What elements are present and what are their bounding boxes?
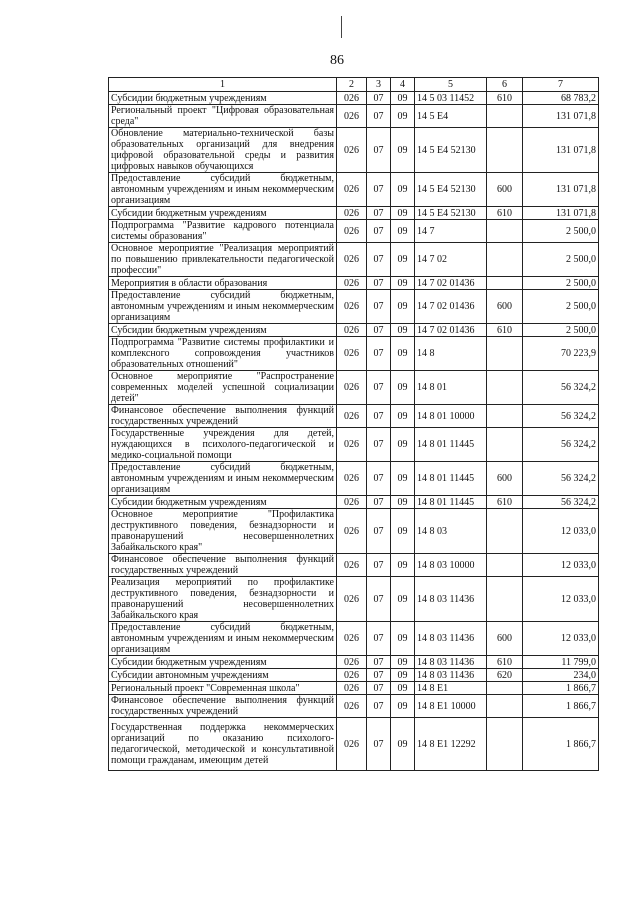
row-expense-type: 610	[487, 324, 523, 337]
row-name: Предоставление субсидий бюджетным, автономным учреждениям и иным некоммерческим организациям	[109, 290, 337, 324]
row-target-article: 14 8 Е1 12292	[415, 718, 487, 771]
row-target-article: 14 8	[415, 337, 487, 371]
row-target-article: 14 8 03 11436	[415, 656, 487, 669]
row-target-article: 14 8 03 11436	[415, 577, 487, 622]
row-amount: 131 071,8	[523, 173, 599, 207]
row-expense-type	[487, 682, 523, 695]
row-subsection-code: 09	[391, 173, 415, 207]
row-section-code: 07	[367, 682, 391, 695]
header-col-3: 3	[367, 78, 391, 92]
row-ved-code: 026	[337, 695, 367, 718]
row-target-article: 14 7 02	[415, 243, 487, 277]
row-ved-code: 026	[337, 371, 367, 405]
header-col-7: 7	[523, 78, 599, 92]
row-expense-type	[487, 243, 523, 277]
table-row	[109, 496, 599, 509]
row-amount: 12 033,0	[523, 509, 599, 554]
row-target-article: 14 5 03 11452	[415, 92, 487, 105]
row-name: Субсидии бюджетным учреждениям	[109, 207, 337, 220]
row-name: Основное мероприятие "Распространение современных моделей успешной социализации детей"	[109, 371, 337, 405]
row-expense-type	[487, 577, 523, 622]
row-section-code: 07	[367, 656, 391, 669]
row-name: Региональный проект "Современная школа"	[109, 682, 337, 695]
row-section-code: 07	[367, 554, 391, 577]
row-subsection-code: 09	[391, 128, 415, 173]
header-col-2: 2	[337, 78, 367, 92]
table-row	[109, 462, 599, 496]
row-amount: 12 033,0	[523, 622, 599, 656]
row-section-code: 07	[367, 695, 391, 718]
table-row	[109, 207, 599, 220]
row-target-article: 14 7 02 01436	[415, 290, 487, 324]
row-expense-type	[487, 277, 523, 290]
row-subsection-code: 09	[391, 669, 415, 682]
row-expense-type	[487, 105, 523, 128]
row-subsection-code: 09	[391, 509, 415, 554]
row-target-article: 14 7	[415, 220, 487, 243]
row-subsection-code: 09	[391, 718, 415, 771]
row-expense-type	[487, 220, 523, 243]
row-amount: 12 033,0	[523, 577, 599, 622]
header-col-1: 1	[109, 78, 337, 92]
row-ved-code: 026	[337, 462, 367, 496]
row-expense-type	[487, 337, 523, 371]
row-expense-type: 610	[487, 656, 523, 669]
row-name: Субсидии бюджетным учреждениям	[109, 92, 337, 105]
row-target-article: 14 8 03 10000	[415, 554, 487, 577]
table-row	[109, 656, 599, 669]
row-name: Государственная поддержка некоммерческих организаций по оказанию психолого-педагогической, методической и консультативной помощи гражданам, имеющим детей	[109, 718, 337, 771]
row-amount: 131 071,8	[523, 128, 599, 173]
row-subsection-code: 09	[391, 462, 415, 496]
budget-table	[108, 77, 599, 771]
row-subsection-code: 09	[391, 405, 415, 428]
row-subsection-code: 09	[391, 695, 415, 718]
row-expense-type	[487, 371, 523, 405]
row-amount: 56 324,2	[523, 371, 599, 405]
row-section-code: 07	[367, 173, 391, 207]
row-subsection-code: 09	[391, 277, 415, 290]
row-section-code: 07	[367, 128, 391, 173]
table-row	[109, 554, 599, 577]
row-expense-type: 600	[487, 622, 523, 656]
row-amount: 131 071,8	[523, 207, 599, 220]
row-amount: 234,0	[523, 669, 599, 682]
row-ved-code: 026	[337, 509, 367, 554]
row-amount: 56 324,2	[523, 405, 599, 428]
row-section-code: 07	[367, 669, 391, 682]
row-ved-code: 026	[337, 554, 367, 577]
row-name: Подпрограмма "Развитие кадрового потенциала системы образования"	[109, 220, 337, 243]
row-target-article: 14 7 02 01436	[415, 277, 487, 290]
row-name: Предоставление субсидий бюджетным, автономным учреждениям и иным некоммерческим организациям	[109, 462, 337, 496]
row-name: Финансовое обеспечение выполнения функций государственных учреждений	[109, 695, 337, 718]
row-amount: 56 324,2	[523, 496, 599, 509]
row-subsection-code: 09	[391, 337, 415, 371]
row-amount: 70 223,9	[523, 337, 599, 371]
row-amount: 2 500,0	[523, 290, 599, 324]
row-name: Финансовое обеспечение выполнения функций государственных учреждений	[109, 405, 337, 428]
row-amount: 1 866,7	[523, 695, 599, 718]
row-ved-code: 026	[337, 682, 367, 695]
row-section-code: 07	[367, 105, 391, 128]
table-row	[109, 577, 599, 622]
row-section-code: 07	[367, 622, 391, 656]
row-section-code: 07	[367, 277, 391, 290]
row-subsection-code: 09	[391, 207, 415, 220]
row-amount: 2 500,0	[523, 277, 599, 290]
row-amount: 56 324,2	[523, 462, 599, 496]
row-target-article: 14 8 01 11445	[415, 428, 487, 462]
row-name: Субсидии бюджетным учреждениям	[109, 656, 337, 669]
table-row	[109, 105, 599, 128]
row-section-code: 07	[367, 509, 391, 554]
row-name: Подпрограмма "Развитие системы профилактики и комплексного сопровождения участников образовательных отношений"	[109, 337, 337, 371]
table-row	[109, 509, 599, 554]
row-expense-type: 620	[487, 669, 523, 682]
row-name: Региональный проект "Цифровая образовательная среда"	[109, 105, 337, 128]
row-target-article: 14 5 Е4	[415, 105, 487, 128]
row-subsection-code: 09	[391, 577, 415, 622]
header-col-4: 4	[391, 78, 415, 92]
row-section-code: 07	[367, 290, 391, 324]
row-section-code: 07	[367, 718, 391, 771]
row-subsection-code: 09	[391, 682, 415, 695]
row-target-article: 14 7 02 01436	[415, 324, 487, 337]
row-amount: 68 783,2	[523, 92, 599, 105]
row-amount: 2 500,0	[523, 243, 599, 277]
row-expense-type	[487, 509, 523, 554]
row-section-code: 07	[367, 207, 391, 220]
row-ved-code: 026	[337, 622, 367, 656]
fold-line	[341, 16, 342, 38]
row-section-code: 07	[367, 405, 391, 428]
row-amount: 2 500,0	[523, 324, 599, 337]
row-amount: 1 866,7	[523, 718, 599, 771]
row-target-article: 14 8 01	[415, 371, 487, 405]
table-row	[109, 428, 599, 462]
page-number: 86	[330, 53, 344, 68]
row-ved-code: 026	[337, 92, 367, 105]
row-expense-type: 610	[487, 207, 523, 220]
row-target-article: 14 8 01 10000	[415, 405, 487, 428]
row-subsection-code: 09	[391, 220, 415, 243]
table-row	[109, 622, 599, 656]
table-row	[109, 669, 599, 682]
row-ved-code: 026	[337, 243, 367, 277]
row-amount: 12 033,0	[523, 554, 599, 577]
table-row	[109, 324, 599, 337]
row-subsection-code: 09	[391, 428, 415, 462]
row-ved-code: 026	[337, 669, 367, 682]
table-row	[109, 371, 599, 405]
row-subsection-code: 09	[391, 105, 415, 128]
row-name: Субсидии автономным учреждениям	[109, 669, 337, 682]
row-ved-code: 026	[337, 173, 367, 207]
row-section-code: 07	[367, 428, 391, 462]
row-section-code: 07	[367, 324, 391, 337]
row-ved-code: 026	[337, 337, 367, 371]
table-row	[109, 277, 599, 290]
row-subsection-code: 09	[391, 496, 415, 509]
row-subsection-code: 09	[391, 371, 415, 405]
table-row	[109, 243, 599, 277]
row-ved-code: 026	[337, 277, 367, 290]
table-row	[109, 405, 599, 428]
row-name: Субсидии бюджетным учреждениям	[109, 496, 337, 509]
row-name: Мероприятия в области образования	[109, 277, 337, 290]
row-expense-type: 600	[487, 290, 523, 324]
row-section-code: 07	[367, 577, 391, 622]
row-target-article: 14 8 01 11445	[415, 496, 487, 509]
row-target-article: 14 8 03 11436	[415, 622, 487, 656]
row-name: Субсидии бюджетным учреждениям	[109, 324, 337, 337]
row-section-code: 07	[367, 220, 391, 243]
row-subsection-code: 09	[391, 290, 415, 324]
table-row	[109, 695, 599, 718]
row-section-code: 07	[367, 371, 391, 405]
row-target-article: 14 8 Е1 10000	[415, 695, 487, 718]
row-amount: 2 500,0	[523, 220, 599, 243]
row-ved-code: 026	[337, 718, 367, 771]
table-row	[109, 173, 599, 207]
row-expense-type: 610	[487, 92, 523, 105]
row-subsection-code: 09	[391, 622, 415, 656]
row-subsection-code: 09	[391, 243, 415, 277]
row-subsection-code: 09	[391, 324, 415, 337]
row-target-article: 14 5 Е4 52130	[415, 173, 487, 207]
table-row	[109, 220, 599, 243]
row-ved-code: 026	[337, 105, 367, 128]
table-row	[109, 290, 599, 324]
header-col-6: 6	[487, 78, 523, 92]
row-ved-code: 026	[337, 405, 367, 428]
row-amount: 1 866,7	[523, 682, 599, 695]
row-target-article: 14 8 01 11445	[415, 462, 487, 496]
row-name: Реализация мероприятий по профилактике деструктивного поведения, безнадзорности и правонарушений несовершеннолетних Забайкальского края	[109, 577, 337, 622]
row-ved-code: 026	[337, 428, 367, 462]
row-name: Основное мероприятие "Профилактика деструктивного поведения, безнадзорности и правонарушений несовершеннолетних Забайкальского края"	[109, 509, 337, 554]
row-amount: 131 071,8	[523, 105, 599, 128]
row-ved-code: 026	[337, 290, 367, 324]
table-row	[109, 337, 599, 371]
row-target-article: 14 8 Е1	[415, 682, 487, 695]
row-expense-type	[487, 405, 523, 428]
row-expense-type: 600	[487, 173, 523, 207]
row-name: Предоставление субсидий бюджетным, автономным учреждениям и иным некоммерческим организациям	[109, 622, 337, 656]
row-section-code: 07	[367, 496, 391, 509]
row-ved-code: 026	[337, 207, 367, 220]
row-subsection-code: 09	[391, 92, 415, 105]
row-section-code: 07	[367, 243, 391, 277]
row-ved-code: 026	[337, 220, 367, 243]
row-expense-type	[487, 428, 523, 462]
row-name: Предоставление субсидий бюджетным, автономным учреждениям и иным некоммерческим организациям	[109, 173, 337, 207]
row-target-article: 14 8 03 11436	[415, 669, 487, 682]
row-ved-code: 026	[337, 577, 367, 622]
row-expense-type	[487, 718, 523, 771]
row-amount: 56 324,2	[523, 428, 599, 462]
row-ved-code: 026	[337, 128, 367, 173]
table-header-row	[109, 78, 599, 92]
row-subsection-code: 09	[391, 656, 415, 669]
row-expense-type	[487, 554, 523, 577]
header-col-5: 5	[415, 78, 487, 92]
row-expense-type	[487, 128, 523, 173]
row-expense-type: 600	[487, 462, 523, 496]
row-name: Государственные учреждения для детей, нуждающихся в психолого-педагогической и медико-социальной помощи	[109, 428, 337, 462]
row-target-article: 14 5 Е4 52130	[415, 128, 487, 173]
row-target-article: 14 8 03	[415, 509, 487, 554]
row-expense-type	[487, 695, 523, 718]
table-row	[109, 718, 599, 771]
table-row	[109, 128, 599, 173]
row-section-code: 07	[367, 462, 391, 496]
row-amount: 11 799,0	[523, 656, 599, 669]
row-ved-code: 026	[337, 324, 367, 337]
row-name: Обновление материально-технической базы образовательных организаций для внедрения цифровой образовательной среды и развития цифровых навыков обучающихся	[109, 128, 337, 173]
table-row	[109, 92, 599, 105]
row-section-code: 07	[367, 337, 391, 371]
row-subsection-code: 09	[391, 554, 415, 577]
row-target-article: 14 5 Е4 52130	[415, 207, 487, 220]
row-expense-type: 610	[487, 496, 523, 509]
row-section-code: 07	[367, 92, 391, 105]
row-ved-code: 026	[337, 496, 367, 509]
row-name: Финансовое обеспечение выполнения функций государственных учреждений	[109, 554, 337, 577]
row-ved-code: 026	[337, 656, 367, 669]
row-name: Основное мероприятие "Реализация мероприятий по повышению привлекательности педагогической профессии"	[109, 243, 337, 277]
table-row	[109, 682, 599, 695]
